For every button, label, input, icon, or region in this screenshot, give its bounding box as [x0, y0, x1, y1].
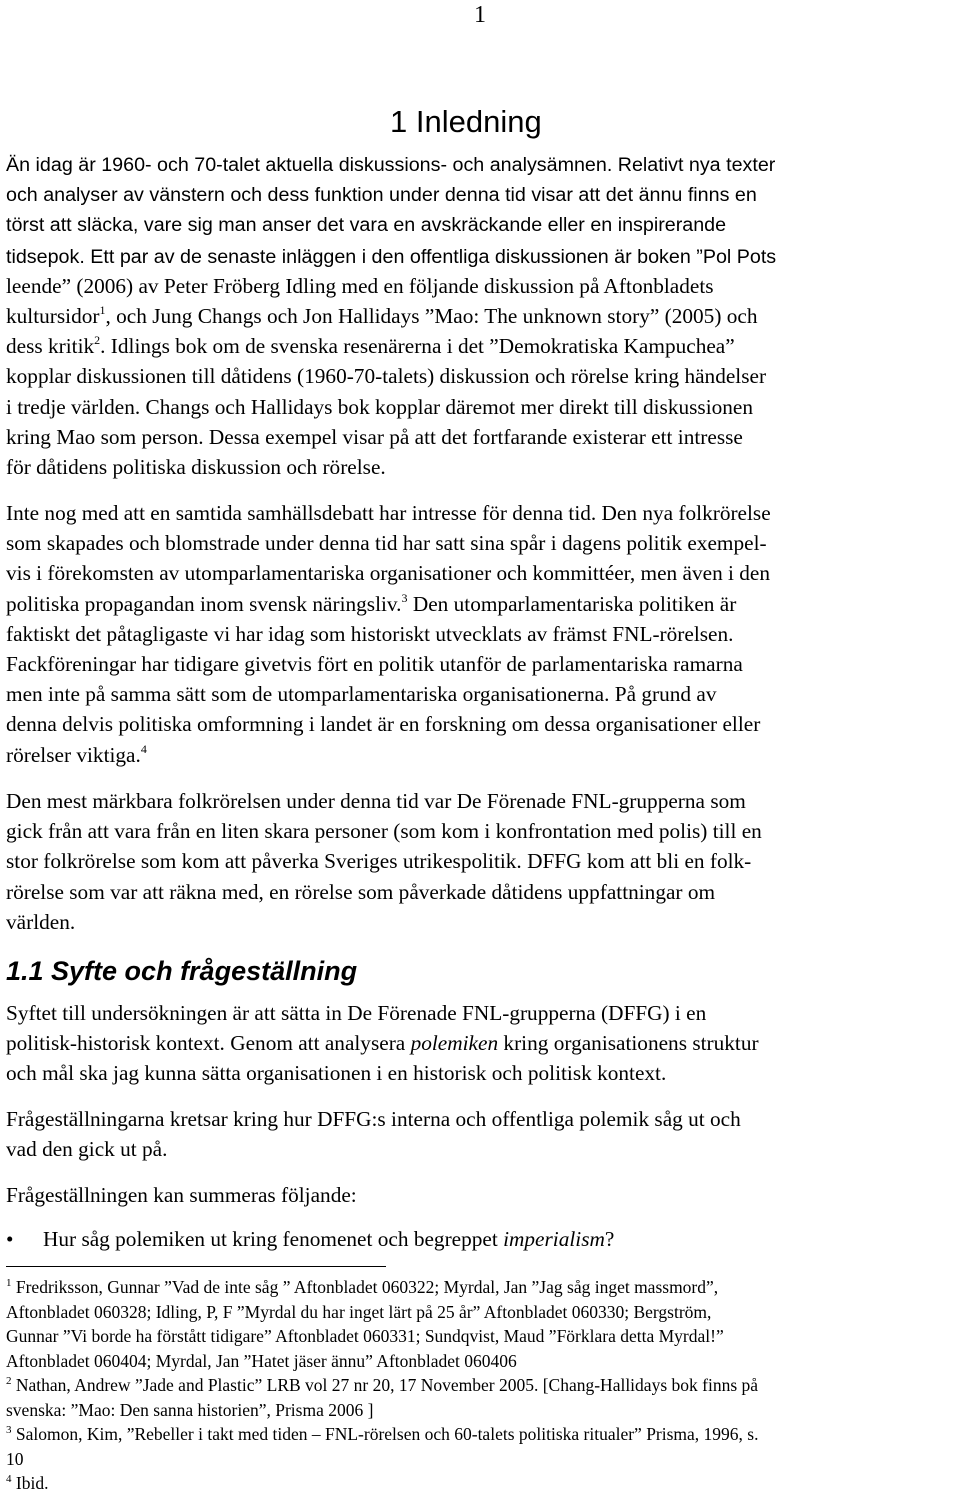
text-line: stor folkrörelse som kom att påverka Sveriges utrikespolitik. DFFG kom att bli en folk-: [6, 849, 752, 874]
bullet-icon: •: [6, 1227, 14, 1251]
text-segment: Ibid.: [11, 1473, 49, 1493]
text-segment: tidsepok.: [6, 245, 85, 268]
footnote-ref: 3: [401, 590, 408, 605]
text-line: och mål ska jag kunna sätta organisationen i en historisk och politisk kontext.: [6, 1061, 667, 1086]
text-line: Syftet till undersökningen är att sätta in De Förenade FNL-grupperna (DFFG) i en: [6, 1001, 707, 1025]
footnote-number: 2: [6, 1375, 12, 1387]
text-line: som skapades och blomstrade under denna tid har satt sina spår i dagens politik exempel-: [6, 531, 767, 556]
text-line: vad den gick ut på.: [6, 1137, 168, 1162]
paragraph-introduction: [6, 150, 956, 482]
footnote-line: [6, 1373, 958, 1398]
text-segment: Den utomparlamentariska politiken är: [407, 591, 737, 616]
paragraph-folkrorelse: [6, 498, 956, 770]
text-segment: kultursidor: [6, 303, 100, 328]
paragraph-summary: [6, 1180, 956, 1210]
chapter-heading: 1 Inledning: [390, 104, 542, 139]
text-segment: , och Jung Changs och Jon Hallidays ”Mao: The unknown story” (2005) och: [105, 303, 758, 328]
text-line: [6, 740, 956, 770]
text-segment: rörelser viktiga.: [6, 742, 141, 767]
text-line: Inte nog med att en samtida samhällsdebatt har intresse för denna tid. Den nya folkrörelse: [6, 501, 771, 525]
text-line: för dåtidens politiska diskussion och rörelse.: [6, 454, 386, 479]
text-segment: Salomon, Kim, ”Rebeller i takt med tiden – FNL-rörelsen och 60-talets politiska ritualer” Prisma, 1996, s.: [11, 1424, 759, 1444]
text-line: kring Mao som person. Dessa exempel visar på att det fortfarande existerar ett intresse: [6, 424, 743, 449]
footnote-line: Aftonbladet 060328; Idling, P, F ”Myrdal du har inget lärt på 25 år” Aftonbladet 060330; Bergström,: [6, 1301, 712, 1322]
text-line: Den mest märkbara folkrörelsen under denna tid var De Förenade FNL-grupperna som: [6, 789, 746, 813]
text-line: leende” (2006) av Peter Fröberg Idling med en följande diskussion på Aftonbladets: [6, 273, 714, 298]
text-line: Än idag är 1960- och 70-talet aktuella diskussions- och analysämnen. Relativt nya texter: [6, 154, 776, 176]
paragraph-fragestallningar: [6, 1104, 956, 1164]
text-segment: ?: [604, 1227, 615, 1251]
text-segment: Ett par av de senaste inläggen i den offentliga diskussionen är boken ”Pol Pots: [84, 245, 777, 268]
paragraph-dffg: [6, 786, 956, 937]
text-segment: dess kritik: [6, 334, 95, 359]
text-line: faktiskt det påtagligaste vi har idag som historiskt utvecklats av främst FNL-rörelsen.: [6, 621, 734, 646]
text-line: [6, 331, 956, 361]
text-segment: kring organisationens struktur: [498, 1031, 759, 1056]
emphasis-text: imperialism: [503, 1227, 605, 1251]
emphasis-text: polemiken: [410, 1031, 499, 1056]
footnote-number: 4: [6, 1473, 12, 1485]
footnote-line: [6, 1275, 958, 1300]
footnote-ref: 2: [94, 333, 101, 348]
text-line: Frågeställningarna kretsar kring hur DFFG:s interna och offentliga polemik såg ut och: [6, 1107, 741, 1131]
text-line: [6, 589, 956, 619]
text-line: [6, 301, 956, 331]
text-line: Fackföreningar har tidigare givetvis fört en politik utanför de parlamentariska ramarna: [6, 651, 743, 676]
footnote-line: svenska: ”Mao: Den sanna historien”, Prisma 2006 ]: [6, 1399, 374, 1420]
footnote-ref: 1: [99, 302, 106, 317]
footnote-line: 10: [6, 1448, 24, 1469]
paragraph-syfte: [6, 998, 956, 1089]
text-segment: politiska propagandan inom svensk näringsliv.: [6, 591, 402, 616]
text-line: kopplar diskussionen till dåtidens (1960-70-talets) diskussion och rörelse kring händelser: [6, 364, 767, 389]
text-segment: Fredriksson, Gunnar ”Vad de inte såg ” Aftonbladet 060322; Myrdal, Jan ”Jag såg inget massmord”,: [11, 1277, 719, 1297]
footnote-divider: [6, 1266, 386, 1267]
section-heading: 1.1 Syfte och frågeställning: [6, 956, 358, 986]
text-line: [6, 241, 956, 271]
footnote-line: [6, 1422, 958, 1447]
text-line: vis i förekomsten av utomparlamentariska organisationer och kommittéer, men även i den: [6, 561, 771, 586]
text-line: denna delvis politiska omformning i landet är en forskning om dessa organisationer eller: [6, 712, 761, 737]
footnote-number: 1: [6, 1277, 12, 1289]
footnote-line: [6, 1471, 958, 1496]
bullet-text: [43, 1224, 614, 1254]
text-segment: politisk-historisk kontext. Genom att analysera: [6, 1031, 411, 1056]
text-line: världen.: [6, 909, 76, 934]
text-line: rörelse som var att räkna med, en rörelse som påverkade dåtidens uppfattningar om: [6, 879, 716, 904]
text-segment: Nathan, Andrew ”Jade and Plastic” LRB vol 27 nr 20, 17 November 2005. [Chang-Hallidays bok finns på: [11, 1375, 759, 1395]
text-line: [6, 1028, 956, 1058]
footnotes: [6, 1275, 958, 1496]
text-segment: Hur såg polemiken ut kring fenomenet och begreppet: [43, 1227, 504, 1251]
text-line: törst att släcka, vare sig man anser det vara en avskräckande eller en inspirerande: [6, 214, 727, 237]
footnote-number: 3: [6, 1424, 12, 1436]
text-line: gick från att vara från en liten skara personer (som kom i konfrontation med polis) till en: [6, 819, 762, 844]
text-line: och analyser av vänstern och dess funktion under denna tid visar att det ännu finns en: [6, 184, 757, 207]
text-line: men inte på samma sätt som de utomparlamentariska organisationerna. På grund av: [6, 682, 717, 707]
text-line: Frågeställningen kan summeras följande:: [6, 1183, 357, 1207]
footnote-ref: 4: [140, 741, 147, 756]
text-segment: . Idlings bok om de svenska resenärerna i det ”Demokratiska Kampuchea”: [100, 334, 735, 359]
text-line: i tredje världen. Changs och Hallidays bok kopplar däremot mer direkt till diskussionen: [6, 394, 754, 419]
footnote-line: Aftonbladet 060404; Myrdal, Jan ”Hatet jäser ännu” Aftonbladet 060406: [6, 1350, 517, 1371]
page-number: 1: [474, 2, 486, 28]
footnote-line: Gunnar ”Vi borde ha förstått tidigare” Aftonbladet 060331; Sundqvist, Maud ”Förklara detta Myrdal!”: [6, 1326, 724, 1346]
